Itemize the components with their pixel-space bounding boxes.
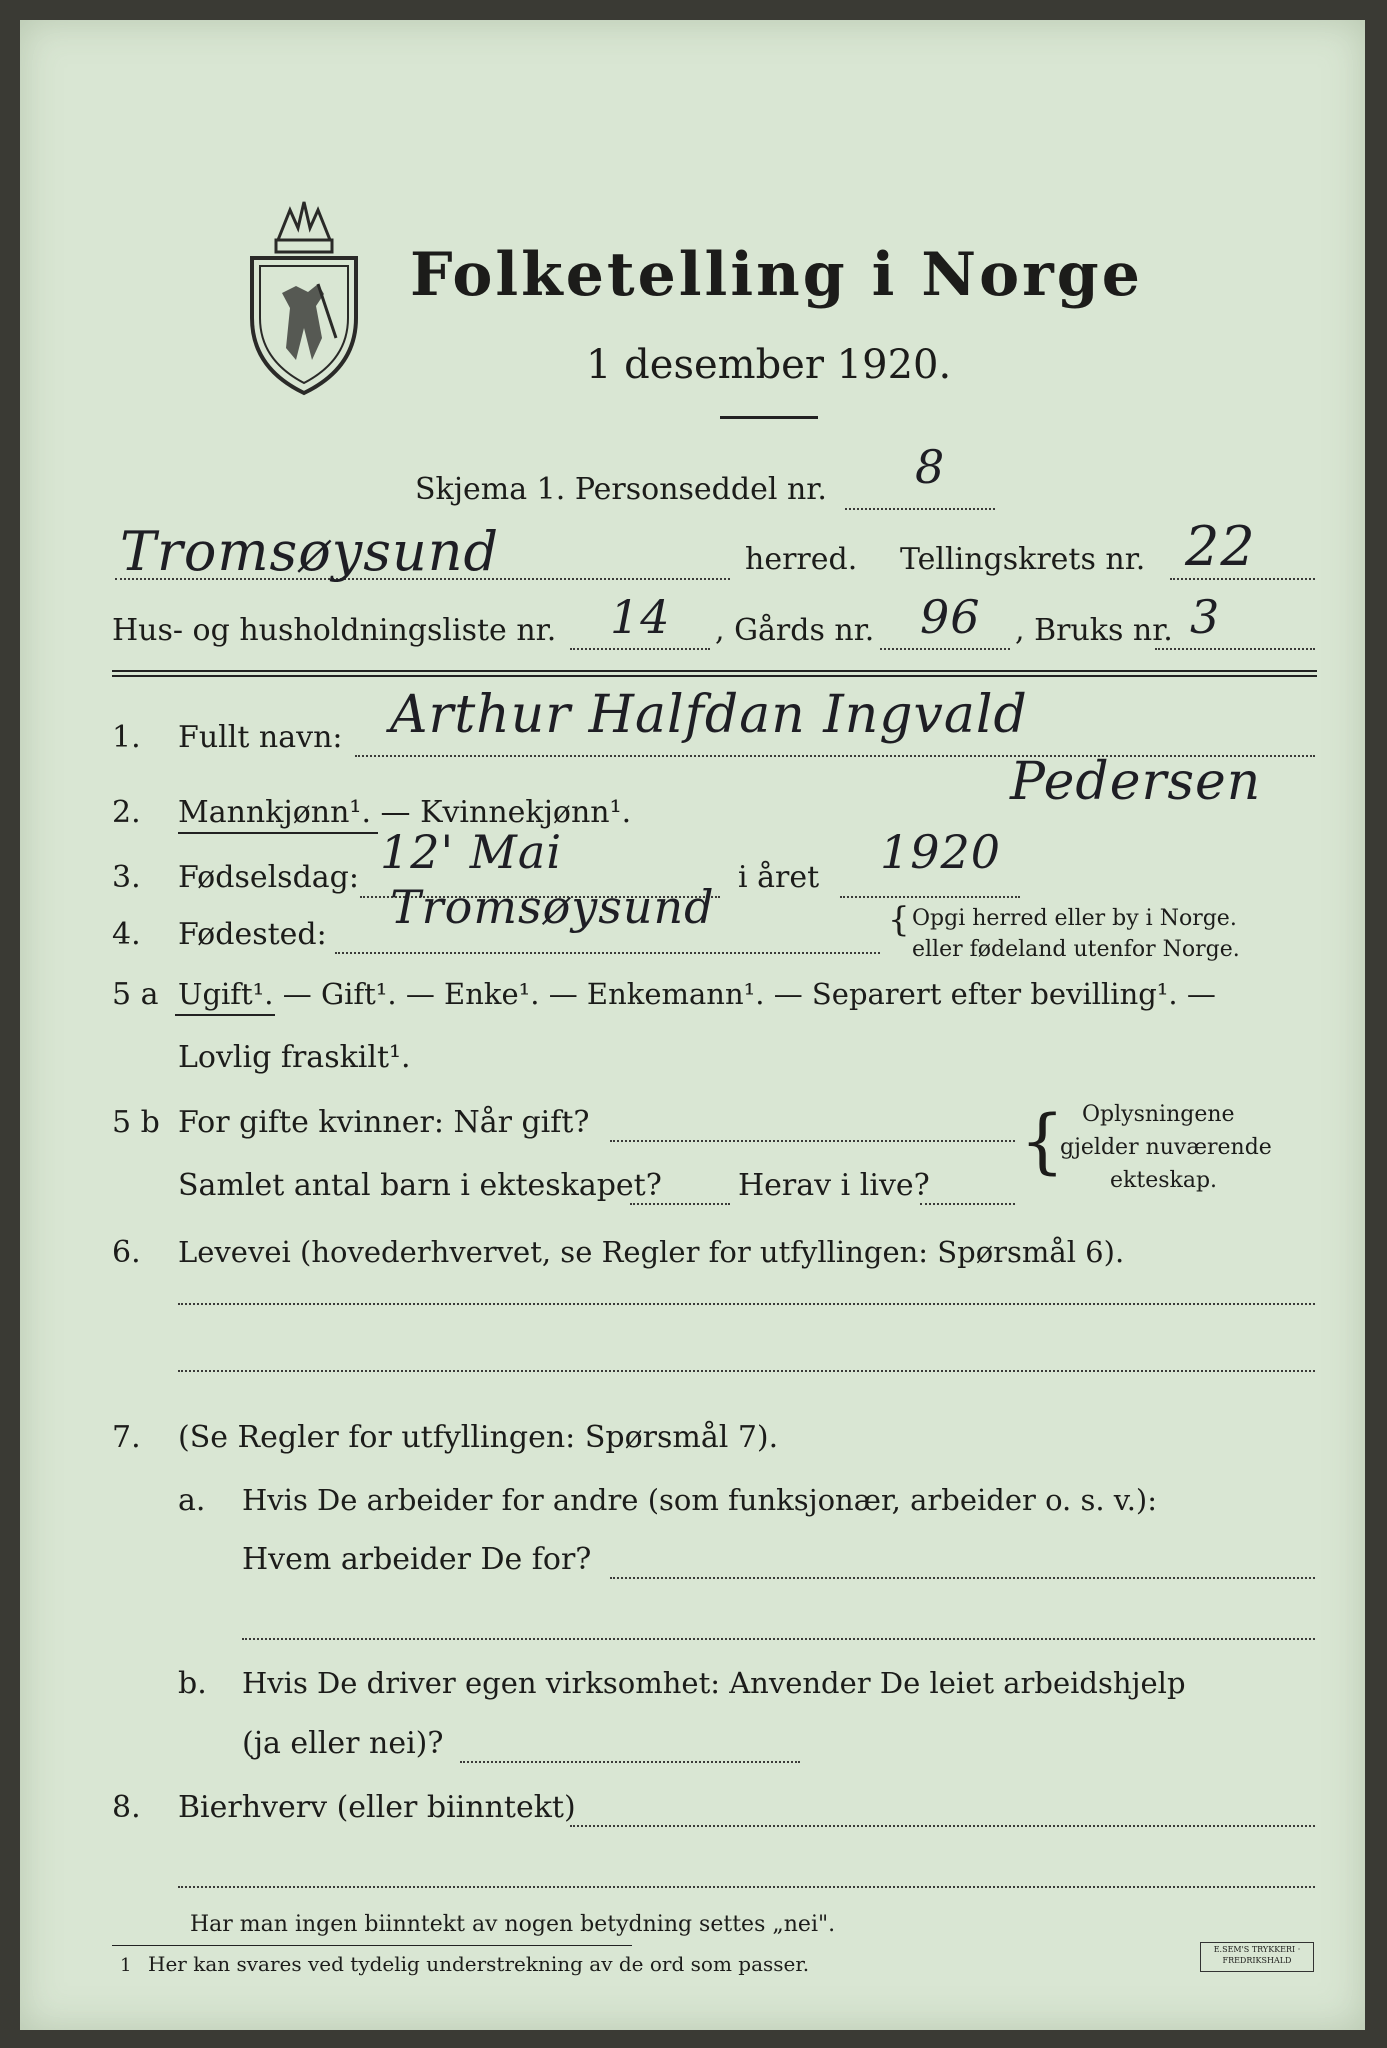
q5b-note-line2: gjelder nuværende xyxy=(1060,1135,1272,1160)
husholdningsliste-label: Hus- og husholdningsliste nr. xyxy=(112,613,557,648)
q1-number: 1. xyxy=(112,720,141,755)
footnote-rule xyxy=(112,1945,632,1946)
q5b-brace: { xyxy=(1020,1100,1065,1182)
q3-label: Fødselsdag: xyxy=(178,860,359,895)
gards-label: , Gårds nr. xyxy=(715,613,875,648)
q5a-line2: Lovlig fraskilt¹. xyxy=(178,1040,411,1075)
schema-number-value: 8 xyxy=(915,440,946,494)
q7-label: (Se Regler for utfyllingen: Spørsmål 7). xyxy=(178,1420,779,1455)
q1-name-line2: Pedersen xyxy=(1010,752,1262,812)
herred-label: herred. xyxy=(745,542,858,577)
q4-note-line1: Opgi herred eller by i Norge. xyxy=(912,906,1237,931)
bruks-field-line xyxy=(1155,648,1315,650)
q4-label: Fødested: xyxy=(178,917,327,952)
gards-field-line xyxy=(880,648,1010,650)
tellingskrets-field-line xyxy=(1170,578,1315,580)
q7b-line2: (ja eller nei)? xyxy=(242,1726,444,1761)
q5b-children-field-line xyxy=(630,1203,730,1205)
q6-label: Levevei (hovederhvervet, se Regler for utfyllingen: Spørsmål 6). xyxy=(178,1235,1125,1269)
q7-number: 7. xyxy=(112,1420,141,1455)
schema-label: Skjema 1. Personseddel nr. xyxy=(415,472,827,507)
q5b-number: 5 b xyxy=(112,1105,160,1140)
norway-coat-of-arms-icon xyxy=(238,188,370,398)
q5a-number: 5 a xyxy=(112,977,159,1012)
q8-field-line-2 xyxy=(178,1886,1315,1888)
herred-value: Tromsøysund xyxy=(120,520,500,583)
q7a-line2: Hvem arbeider De for? xyxy=(242,1542,592,1577)
q6-field-line-1 xyxy=(178,1303,1315,1305)
q8-label: Bierhverv (eller biinntekt) xyxy=(178,1790,576,1825)
q7b-field-line xyxy=(460,1761,800,1763)
q4-brace: { xyxy=(888,900,910,940)
q7a-field-line-1 xyxy=(610,1577,1315,1579)
q3-year-value: 1920 xyxy=(880,825,1002,879)
husholdningsliste-value: 14 xyxy=(610,590,671,644)
q5b-line1: For gifte kvinner: Når gift? xyxy=(178,1105,590,1140)
q4-field-line xyxy=(335,952,880,954)
q7a-line1: Hvis De arbeider for andre (som funksjonær, arbeider o. s. v.): xyxy=(242,1483,1158,1517)
q3-birthday-value: 12' Mai xyxy=(380,825,563,879)
no-income-note: Har man ingen biinntekt av nogen betydning settes „nei". xyxy=(190,1912,836,1937)
title-divider xyxy=(720,416,818,419)
gards-value: 96 xyxy=(920,590,981,644)
q8-field-line-1 xyxy=(570,1825,1315,1827)
q7b-letter: b. xyxy=(178,1666,207,1701)
schema-field-line xyxy=(845,508,995,510)
form-title: Folketelling i Norge xyxy=(410,240,1143,310)
q5b-children-label: Samlet antal barn i ekteskapet? xyxy=(178,1168,662,1203)
q5b-alive-label: Herav i live? xyxy=(738,1168,930,1203)
header-rule-2 xyxy=(112,675,1317,677)
q2-underline-mannkjonn xyxy=(178,832,378,834)
q4-birthplace-value: Tromsøysund xyxy=(390,880,715,934)
q4-number: 4. xyxy=(112,917,141,952)
q5b-when-married-field-line xyxy=(610,1140,1015,1142)
husholdningsliste-field-line xyxy=(570,648,710,650)
q1-name-line1: Arthur Halfdan Ingvald xyxy=(390,685,1028,745)
footnote-number: 1 xyxy=(120,1955,132,1976)
q5b-note-line1: Oplysningene xyxy=(1082,1102,1235,1127)
tellingskrets-label: Tellingskrets nr. xyxy=(900,542,1146,577)
q3-number: 3. xyxy=(112,860,141,895)
q7a-letter: a. xyxy=(178,1483,206,1518)
footnote-text: Her kan svares ved tydelig understrekning av de ord som passer. xyxy=(148,1952,810,1976)
q6-field-line-2 xyxy=(178,1370,1315,1372)
bruks-value: 3 xyxy=(1190,590,1221,644)
tellingskrets-value: 22 xyxy=(1185,515,1256,578)
q2-label: Mannkjønn¹. — Kvinnekjønn¹. xyxy=(178,795,632,830)
q5b-note-line3: ekteskap. xyxy=(1110,1168,1218,1193)
bruks-label: , Bruks nr. xyxy=(1015,613,1173,648)
q6-number: 6. xyxy=(112,1235,141,1270)
q5b-alive-field-line xyxy=(920,1203,1015,1205)
q7a-field-line-2 xyxy=(242,1638,1315,1640)
q8-number: 8. xyxy=(112,1790,141,1825)
census-date: 1 desember 1920. xyxy=(586,342,952,388)
census-form xyxy=(20,20,1365,2030)
q1-label: Fullt navn: xyxy=(178,720,343,755)
q2-number: 2. xyxy=(112,795,141,830)
q3-year-label: i året xyxy=(738,860,820,895)
q4-note-line2: eller fødeland utenfor Norge. xyxy=(912,937,1240,962)
q5a-underline-ugift xyxy=(175,1014,275,1016)
header-rule-1 xyxy=(112,670,1317,672)
printer-mark: E.SEM'S TRYKKERI · FREDRIKSHALD xyxy=(1200,1942,1314,1972)
q5a-line1: Ugift¹. — Gift¹. — Enke¹. — Enkemann¹. — Separert efter bevilling¹. — xyxy=(178,977,1216,1011)
q3-year-field-line xyxy=(840,896,1020,898)
q7b-line1: Hvis De driver egen virksomhet: Anvender De leiet arbeidshjelp xyxy=(242,1666,1186,1700)
